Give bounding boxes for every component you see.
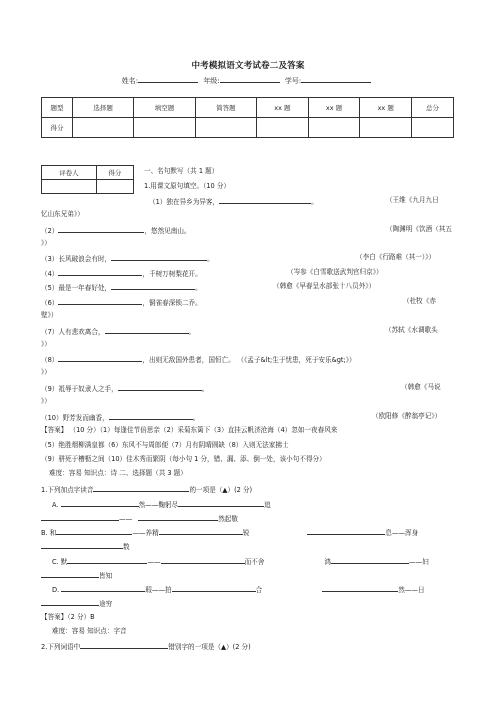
score-col-header: 题型 [42, 98, 73, 118]
source-cont: 》） [41, 368, 51, 376]
fill-line-9: （9）祗辱于奴隶人之手， 。 [41, 385, 209, 393]
source-cont: 》） [41, 340, 51, 348]
grader-score-label: 得分 [96, 166, 133, 180]
score-cell[interactable] [257, 118, 309, 138]
fill-line-8: （8） ，出则无敌国外患者，国恒亡。 （《孟子&lt;生于忧患，死于安乐&gt;》） [41, 356, 356, 364]
score-col-header: xx 题 [360, 98, 412, 118]
score-cell[interactable] [412, 118, 454, 138]
score-table-header-row [42, 98, 454, 118]
option-a-cont: —— 然起敬 [41, 513, 238, 524]
id-label: 学号: [284, 77, 302, 85]
grader-cell[interactable] [96, 180, 133, 194]
section-heading: 一、名句默写（共 1 题） [144, 167, 219, 175]
answer-blank[interactable] [111, 282, 195, 290]
score-cell[interactable] [195, 118, 256, 138]
answer-line: 【答案】（2 分）B [41, 613, 95, 621]
score-col-header: xx 题 [257, 98, 309, 118]
page-title: 中考模拟语文考试卷二及答案 [191, 61, 305, 71]
answer-blank[interactable] [58, 225, 144, 233]
source: （苏轼《水调歌头 [385, 326, 438, 334]
option-b-cont: 数 [41, 541, 130, 552]
answer-blank[interactable] [118, 383, 202, 391]
score-col-header: 选择题 [73, 98, 134, 118]
source-cont: 》） [41, 239, 51, 247]
answer-blank[interactable] [80, 641, 168, 649]
answer-blank[interactable] [109, 412, 193, 420]
source: （韩愈《早春呈水部张十八员外》） [273, 282, 376, 290]
source: （韩愈《马说 [401, 383, 441, 391]
score-table-score-row [42, 118, 454, 138]
fill-line-1: （1）独在异乡为异客， 。 [149, 198, 318, 206]
fill-line-10: （10）野芳发而幽香， 。 [41, 414, 200, 422]
name-field[interactable] [138, 74, 198, 83]
fill-line-7: （7）人有悲欢离合， 。 [41, 328, 196, 336]
source: （欧阳修《醉翁亭记》） [372, 412, 442, 420]
question-stem: 1.用课文原句填空。（10 分） [144, 182, 231, 190]
fill-line-6: （6） ，铜雀春深锁二乔。 [41, 299, 202, 307]
score-cell[interactable] [360, 118, 412, 138]
difficulty-line: 难度：容易 知识点：诗 二、选择题（共 3 题） [49, 469, 187, 477]
source: （杜牧《赤 [403, 297, 436, 305]
score-row-label: 得分 [42, 118, 73, 138]
score-col-header: xx 题 [308, 98, 360, 118]
name-label: 姓名: [121, 77, 139, 85]
score-cell[interactable] [308, 118, 360, 138]
option-c-cont: 皆知 [41, 570, 112, 581]
student-info-line [0, 74, 496, 86]
source: （陶渊明《饮酒（其五 [386, 225, 452, 233]
source: （李白《行路难（其一）》） [356, 253, 436, 261]
score-cell[interactable] [73, 118, 134, 138]
answer-blank[interactable] [219, 196, 311, 204]
fill-line-3: （3）长风破浪会有时， 。 [41, 255, 214, 263]
score-cell[interactable] [134, 118, 195, 138]
fill-line-2: （2） ，悠然见南山。 [41, 227, 191, 235]
question-mc-2: 2.下列词语中 错别字的一项是（▲）(2 分) [41, 643, 251, 651]
fill-line-5: （5）最是一年春好处， 。 [41, 284, 202, 292]
id-field[interactable] [301, 74, 371, 83]
answer-blank[interactable] [111, 253, 207, 261]
source-cont: 》） [41, 397, 51, 405]
source: （岑参《白雪歌送武判官归京》） [287, 268, 383, 276]
answer-line: （9）骈死于槽枥之间（10）佳木秀而繁阴（每小句 1 分，错、漏、添、倒一处，该小句不得分） [41, 455, 326, 463]
score-col-header: 总分 [412, 98, 454, 118]
option-d-cont: 途穷 [41, 598, 112, 609]
answer-blank[interactable] [58, 297, 142, 305]
option-a: A. 然——鞠躬尽 追 [52, 501, 271, 509]
grade-field[interactable] [220, 74, 280, 83]
answer-blank[interactable] [58, 268, 142, 276]
option-b: B. 和 ——养精 锐 息——浑身 [41, 529, 419, 537]
answer-blank[interactable] [58, 354, 142, 362]
answer-blank[interactable] [105, 326, 189, 334]
question-mc-1: 1.下列加点字读音 的一项是（▲）(2 分) [41, 486, 253, 494]
option-d: D. 瑕——拍 合 然——日 [52, 586, 425, 594]
fill-line-4: （4） ，千树万树梨花开。 [41, 270, 202, 278]
answer-line: 【答案】 （10 分）（1）每逢佳节倍思亲（2）采菊东篱下（3）直挂云帆济沧海（4）忽如一夜春风来 [41, 426, 338, 434]
grader-cell[interactable] [42, 180, 97, 194]
grade-label: 年级: [203, 77, 220, 85]
source-cont: 忆山东兄弟》） [41, 210, 84, 218]
grader-table [41, 165, 134, 194]
option-c: C. 默 —— 而不舍 鸿 ——妇 [52, 558, 429, 566]
score-table [41, 97, 454, 138]
answer-blank[interactable] [93, 484, 189, 492]
difficulty-line: 难度：容易 知识点：字音 [52, 627, 127, 635]
grader-label: 评卷人 [42, 166, 97, 180]
answer-line: （5）绝胜烟柳满皇都（6）东风不与周郎便（7）月有阴晴圆缺（8）入则无法家拂士 [41, 441, 289, 449]
source: （王维《九月九日 [386, 196, 439, 204]
source-cont: 壁》） [41, 311, 58, 319]
score-col-header: 简答题 [195, 98, 256, 118]
score-col-header: 填空题 [134, 98, 195, 118]
